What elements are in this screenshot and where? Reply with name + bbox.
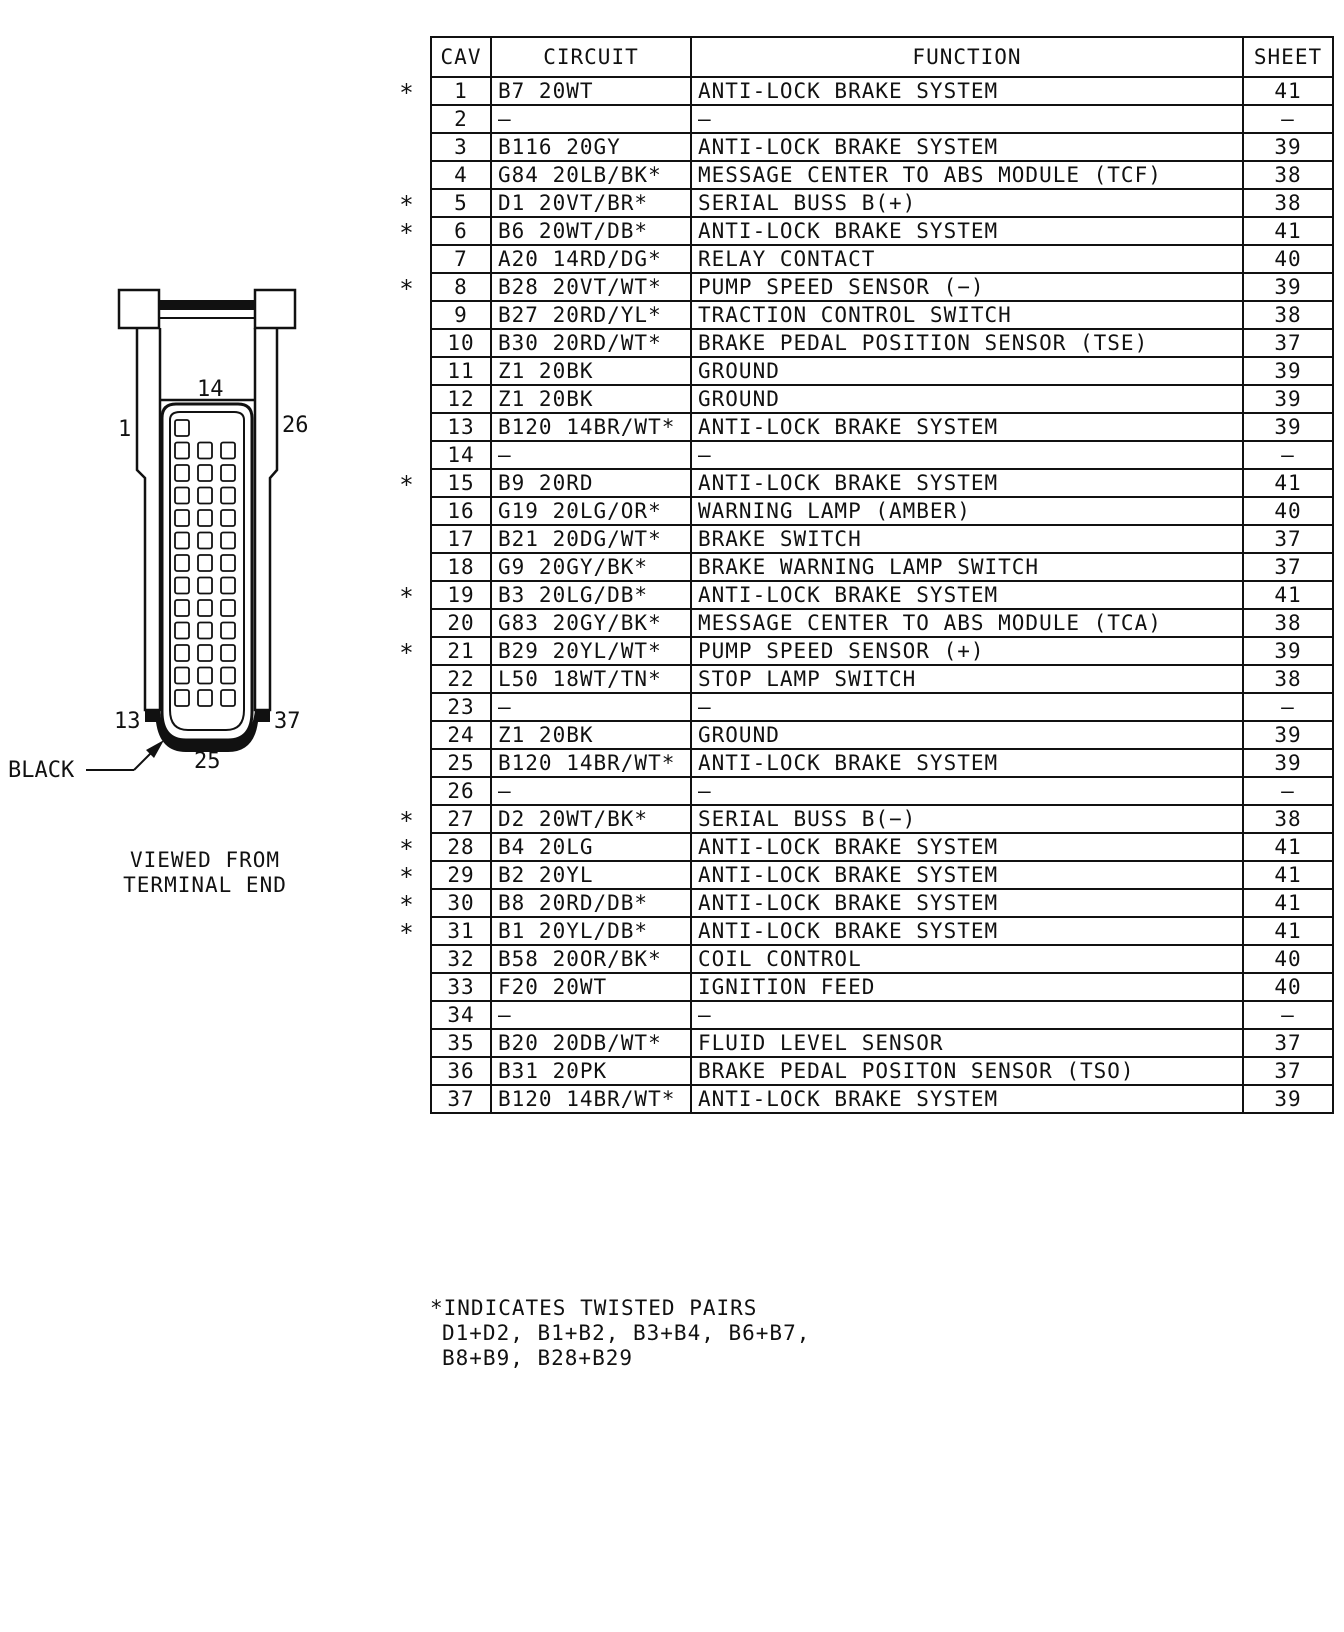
function-cell: —: [691, 1001, 1243, 1029]
function-cell: BRAKE PEDAL POSITON SENSOR (TSO): [691, 1057, 1243, 1085]
cav-cell: [431, 385, 491, 413]
table-row: [431, 973, 1333, 1001]
circuit-cell: B3 20LG/DB*: [491, 581, 691, 609]
cav-cell: [399, 889, 491, 919]
pin-cavity: [175, 510, 189, 526]
table-row: [431, 525, 1333, 553]
sheet-cell: 37: [1243, 525, 1333, 553]
pin-cavity: [221, 668, 235, 684]
pin-cavity: [221, 533, 235, 549]
cav-cell: [431, 1001, 491, 1029]
pin-cavity: [175, 420, 189, 436]
pin-cavity: [198, 555, 212, 571]
table-row: [431, 385, 1333, 413]
cav-number: 28: [447, 835, 475, 859]
note-line1: *INDICATES TWISTED PAIRS: [430, 1296, 758, 1320]
header-sheet: SHEET: [1243, 37, 1333, 77]
circuit-cell: L50 18WT/TN*: [491, 665, 691, 693]
cav-cell: [431, 777, 491, 805]
cav-number: 5: [454, 191, 468, 215]
header-function: FUNCTION: [691, 37, 1243, 77]
circuit-cell: D1 20VT/BR*: [491, 189, 691, 217]
table-body: [399, 77, 1333, 1113]
sheet-cell: 39: [1243, 721, 1333, 749]
table-row: [431, 1085, 1333, 1113]
cav-number: 35: [447, 1031, 475, 1055]
circuit-cell: G84 20LB/BK*: [491, 161, 691, 189]
cav-cell: [431, 1085, 491, 1113]
pin-cavity: [175, 555, 189, 571]
sheet-cell: 37: [1243, 1057, 1333, 1085]
pin-cavity: [198, 645, 212, 661]
sheet-cell: 41: [1243, 77, 1333, 105]
cav-cell: [431, 721, 491, 749]
function-cell: GROUND: [691, 385, 1243, 413]
sheet-cell: 39: [1243, 1085, 1333, 1113]
pin-cavity: [221, 555, 235, 571]
circuit-cell: Z1 20BK: [491, 385, 691, 413]
black-callout-label: BLACK: [8, 758, 75, 783]
function-cell: —: [691, 441, 1243, 469]
pin-cavity: [175, 623, 189, 639]
cav-number: 18: [447, 555, 475, 579]
circuit-cell: —: [491, 105, 691, 133]
pin-cavity: [175, 600, 189, 616]
cav-cell: [431, 133, 491, 161]
table-row: [431, 105, 1333, 133]
cav-number: 6: [454, 219, 468, 243]
sheet-cell: 38: [1243, 609, 1333, 637]
function-cell: ANTI-LOCK BRAKE SYSTEM: [691, 889, 1243, 917]
circuit-cell: —: [491, 441, 691, 469]
pin-label-1: 1: [118, 417, 132, 442]
cav-cell: [431, 553, 491, 581]
table-row: [431, 357, 1333, 385]
table-row: [431, 273, 1333, 301]
cav-cell: [431, 413, 491, 441]
circuit-cell: B116 20GY: [491, 133, 691, 161]
function-cell: SERIAL BUSS B(+): [691, 189, 1243, 217]
cav-cell: [431, 945, 491, 973]
table-header-row: [431, 37, 1333, 77]
table-row: [431, 861, 1333, 889]
cav-number: 11: [447, 359, 475, 383]
cav-cell: [431, 161, 491, 189]
sheet-cell: 39: [1243, 273, 1333, 301]
pin-cavity: [221, 465, 235, 481]
cav-cell: [399, 917, 491, 947]
pin-cavity: [198, 623, 212, 639]
cav-cell: [431, 1029, 491, 1057]
circuit-cell: B6 20WT/DB*: [491, 217, 691, 245]
circuit-cell: B8 20RD/DB*: [491, 889, 691, 917]
function-cell: BRAKE PEDAL POSITION SENSOR (TSE): [691, 329, 1243, 357]
cav-cell: [431, 329, 491, 357]
circuit-cell: Z1 20BK: [491, 721, 691, 749]
cav-cell: [431, 693, 491, 721]
function-cell: ANTI-LOCK BRAKE SYSTEM: [691, 917, 1243, 945]
cav-number: 23: [447, 695, 475, 719]
cav-number: 13: [447, 415, 475, 439]
pin-label-25: 25: [194, 749, 221, 774]
circuit-cell: B120 14BR/WT*: [491, 413, 691, 441]
circuit-cell: B9 20RD: [491, 469, 691, 497]
circuit-cell: F20 20WT: [491, 973, 691, 1001]
twisted-pair-star: *: [399, 219, 415, 247]
function-cell: ANTI-LOCK BRAKE SYSTEM: [691, 469, 1243, 497]
cav-number: 31: [447, 919, 475, 943]
cav-number: 17: [447, 527, 475, 551]
sheet-cell: 41: [1243, 917, 1333, 945]
twisted-pair-star: *: [399, 835, 415, 863]
circuit-cell: B29 20YL/WT*: [491, 637, 691, 665]
cav-cell: [431, 497, 491, 525]
circuit-cell: B27 20RD/YL*: [491, 301, 691, 329]
cav-cell: [399, 581, 491, 611]
function-cell: BRAKE SWITCH: [691, 525, 1243, 553]
cav-number: 33: [447, 975, 475, 999]
table-row: [431, 189, 1333, 217]
circuit-cell: B1 20YL/DB*: [491, 917, 691, 945]
circuit-cell: G9 20GY/BK*: [491, 553, 691, 581]
table-row: [431, 945, 1333, 973]
function-cell: ANTI-LOCK BRAKE SYSTEM: [691, 861, 1243, 889]
cav-number: 34: [447, 1003, 475, 1027]
cav-cell: [399, 469, 491, 499]
cav-number: 15: [447, 471, 475, 495]
sheet-cell: 41: [1243, 581, 1333, 609]
table-row: [431, 749, 1333, 777]
pin-cavity: [221, 443, 235, 459]
function-cell: RELAY CONTACT: [691, 245, 1243, 273]
pin-cavity: [175, 668, 189, 684]
sheet-cell: 39: [1243, 749, 1333, 777]
table-row: [431, 301, 1333, 329]
cav-number: 32: [447, 947, 475, 971]
header-cav: CAV: [431, 37, 491, 77]
sheet-cell: —: [1243, 777, 1333, 805]
view-caption-line1: VIEWED FROM: [129, 848, 281, 872]
circuit-cell: B4 20LG: [491, 833, 691, 861]
cav-cell: [431, 749, 491, 777]
circuit-cell: G83 20GY/BK*: [491, 609, 691, 637]
cav-cell: [399, 833, 491, 863]
pin-cavity: [175, 488, 189, 504]
function-cell: COIL CONTROL: [691, 945, 1243, 973]
pin-cavity: [198, 600, 212, 616]
function-cell: ANTI-LOCK BRAKE SYSTEM: [691, 133, 1243, 161]
cav-cell: [431, 105, 491, 133]
cav-number: 19: [447, 583, 475, 607]
circuit-cell: B58 20OR/BK*: [491, 945, 691, 973]
pin-cavity: [221, 600, 235, 616]
table-row: [431, 245, 1333, 273]
cav-number: 26: [447, 779, 475, 803]
view-caption: [100, 848, 310, 898]
function-cell: GROUND: [691, 357, 1243, 385]
note-line3: B8+B9, B28+B29: [442, 1346, 634, 1370]
table-row: [431, 133, 1333, 161]
cav-number: 16: [447, 499, 475, 523]
circuit-cell: B20 20DB/WT*: [491, 1029, 691, 1057]
table-row: [431, 609, 1333, 637]
table-row: [431, 917, 1333, 945]
function-cell: —: [691, 105, 1243, 133]
sheet-cell: 40: [1243, 497, 1333, 525]
twisted-pairs-note: [430, 1296, 810, 1371]
pin-cavity: [175, 443, 189, 459]
pin-cavity: [198, 488, 212, 504]
circuit-cell: —: [491, 693, 691, 721]
cav-cell: [431, 973, 491, 1001]
function-cell: IGNITION FEED: [691, 973, 1243, 1001]
sheet-cell: 39: [1243, 357, 1333, 385]
pin-label-37: 37: [274, 709, 301, 734]
cav-number: 1: [454, 79, 468, 103]
function-cell: ANTI-LOCK BRAKE SYSTEM: [691, 217, 1243, 245]
pin-cavity: [198, 668, 212, 684]
circuit-cell: B31 20PK: [491, 1057, 691, 1085]
twisted-pair-star: *: [399, 807, 415, 835]
function-cell: —: [691, 777, 1243, 805]
cav-number: 24: [447, 723, 475, 747]
table-row: [431, 553, 1333, 581]
sheet-cell: 39: [1243, 637, 1333, 665]
pin-cavity: [198, 465, 212, 481]
table-row: [431, 441, 1333, 469]
table-row: [431, 637, 1333, 665]
sheet-cell: —: [1243, 441, 1333, 469]
circuit-cell: B30 20RD/WT*: [491, 329, 691, 357]
twisted-pair-star: *: [399, 639, 415, 667]
sheet-cell: 38: [1243, 301, 1333, 329]
pin-label-26: 26: [282, 413, 309, 438]
sheet-cell: 38: [1243, 805, 1333, 833]
sheet-cell: 41: [1243, 833, 1333, 861]
sheet-cell: 40: [1243, 245, 1333, 273]
cav-number: 21: [447, 639, 475, 663]
function-cell: WARNING LAMP (AMBER): [691, 497, 1243, 525]
circuit-cell: B120 14BR/WT*: [491, 1085, 691, 1113]
table-row: [431, 1029, 1333, 1057]
cav-cell: [431, 301, 491, 329]
cav-cell: [399, 861, 491, 891]
function-cell: PUMP SPEED SENSOR (+): [691, 637, 1243, 665]
twisted-pair-star: *: [399, 891, 415, 919]
sheet-cell: —: [1243, 693, 1333, 721]
table-row: [431, 469, 1333, 497]
cav-cell: [431, 1057, 491, 1085]
table-row: [431, 1001, 1333, 1029]
sheet-cell: 41: [1243, 217, 1333, 245]
cav-number: 2: [454, 107, 468, 131]
function-cell: SERIAL BUSS B(−): [691, 805, 1243, 833]
function-cell: PUMP SPEED SENSOR (−): [691, 273, 1243, 301]
left-latch-tab: [119, 290, 159, 328]
twisted-pair-star: *: [399, 919, 415, 947]
cav-cell: [399, 189, 491, 219]
cav-number: 10: [447, 331, 475, 355]
cav-cell: [399, 77, 491, 107]
circuit-cell: B2 20YL: [491, 861, 691, 889]
cav-number: 12: [447, 387, 475, 411]
circuit-cell: B28 20VT/WT*: [491, 273, 691, 301]
pin-cavity: [198, 690, 212, 706]
table-row: [431, 329, 1333, 357]
table-row: [431, 217, 1333, 245]
cav-number: 3: [454, 135, 468, 159]
cav-number: 20: [447, 611, 475, 635]
function-cell: STOP LAMP SWITCH: [691, 665, 1243, 693]
cav-cell: [399, 273, 491, 303]
sheet-cell: 38: [1243, 189, 1333, 217]
cav-number: 30: [447, 891, 475, 915]
sheet-cell: 41: [1243, 469, 1333, 497]
function-cell: BRAKE WARNING LAMP SWITCH: [691, 553, 1243, 581]
circuit-cell: Z1 20BK: [491, 357, 691, 385]
function-cell: ANTI-LOCK BRAKE SYSTEM: [691, 413, 1243, 441]
sheet-cell: —: [1243, 1001, 1333, 1029]
twisted-pair-star: *: [399, 191, 415, 219]
sheet-cell: 41: [1243, 861, 1333, 889]
sheet-cell: 40: [1243, 945, 1333, 973]
pin-label-14: 14: [197, 377, 224, 402]
twisted-pair-star: *: [399, 863, 415, 891]
circuit-cell: A20 14RD/DG*: [491, 245, 691, 273]
twisted-pair-star: *: [399, 471, 415, 499]
function-cell: MESSAGE CENTER TO ABS MODULE (TCF): [691, 161, 1243, 189]
cav-cell: [431, 357, 491, 385]
pin-cavity: [221, 510, 235, 526]
pin-cavity: [221, 623, 235, 639]
latch-bar: [159, 300, 255, 310]
pinout-table: [399, 36, 1334, 1114]
circuit-cell: G19 20LG/OR*: [491, 497, 691, 525]
cav-number: 9: [454, 303, 468, 327]
sheet-cell: 39: [1243, 385, 1333, 413]
pin-cavity: [198, 443, 212, 459]
cav-number: 27: [447, 807, 475, 831]
table-row: [431, 777, 1333, 805]
function-cell: ANTI-LOCK BRAKE SYSTEM: [691, 581, 1243, 609]
circuit-cell: —: [491, 1001, 691, 1029]
function-cell: GROUND: [691, 721, 1243, 749]
function-cell: —: [691, 693, 1243, 721]
cav-cell: [431, 441, 491, 469]
function-cell: FLUID LEVEL SENSOR: [691, 1029, 1243, 1057]
function-cell: ANTI-LOCK BRAKE SYSTEM: [691, 833, 1243, 861]
cav-number: 25: [447, 751, 475, 775]
pin-cavity: [198, 578, 212, 594]
table-row: [431, 161, 1333, 189]
cav-cell: [431, 245, 491, 273]
cav-cell: [399, 217, 491, 247]
header-circuit: CIRCUIT: [491, 37, 691, 77]
circuit-cell: B21 20DG/WT*: [491, 525, 691, 553]
right-latch-tab: [255, 290, 295, 328]
cav-cell: [431, 665, 491, 693]
function-cell: ANTI-LOCK BRAKE SYSTEM: [691, 77, 1243, 105]
sheet-cell: —: [1243, 105, 1333, 133]
table-row: [431, 665, 1333, 693]
pin-cavity: [221, 690, 235, 706]
table-row: [431, 805, 1333, 833]
table-row: [431, 413, 1333, 441]
pin-cavity: [221, 488, 235, 504]
cav-cell: [399, 805, 491, 835]
cav-number: 29: [447, 863, 475, 887]
table-row: [431, 889, 1333, 917]
table-row: [431, 1057, 1333, 1085]
cav-cell: [431, 609, 491, 637]
sheet-cell: 39: [1243, 413, 1333, 441]
table-row: [431, 77, 1333, 105]
pin-cavity: [221, 578, 235, 594]
pin-cavity: [175, 578, 189, 594]
table-row: [431, 693, 1333, 721]
circuit-cell: B120 14BR/WT*: [491, 749, 691, 777]
function-cell: MESSAGE CENTER TO ABS MODULE (TCA): [691, 609, 1243, 637]
cav-number: 14: [447, 443, 475, 467]
cav-number: 8: [454, 275, 468, 299]
sheet-cell: 41: [1243, 889, 1333, 917]
function-cell: TRACTION CONTROL SWITCH: [691, 301, 1243, 329]
sheet-cell: 40: [1243, 973, 1333, 1001]
function-cell: ANTI-LOCK BRAKE SYSTEM: [691, 1085, 1243, 1113]
sheet-cell: 38: [1243, 161, 1333, 189]
sheet-cell: 37: [1243, 553, 1333, 581]
pin-cavity: [175, 465, 189, 481]
cav-number: 36: [447, 1059, 475, 1083]
twisted-pair-star: *: [399, 583, 415, 611]
pin-cavity: [175, 533, 189, 549]
table-row: [431, 581, 1333, 609]
pin-label-13: 13: [114, 709, 141, 734]
table-row: [431, 721, 1333, 749]
connector-diagram: [0, 0, 400, 950]
circuit-cell: D2 20WT/BK*: [491, 805, 691, 833]
sheet-cell: 38: [1243, 665, 1333, 693]
sheet-cell: 37: [1243, 329, 1333, 357]
function-cell: ANTI-LOCK BRAKE SYSTEM: [691, 749, 1243, 777]
cav-cell: [399, 637, 491, 667]
circuit-cell: B7 20WT: [491, 77, 691, 105]
table-row: [431, 833, 1333, 861]
pin-cavity: [198, 510, 212, 526]
pin-cavity: [175, 690, 189, 706]
cav-number: 22: [447, 667, 475, 691]
table-row: [431, 497, 1333, 525]
view-caption-line2: TERMINAL END: [123, 873, 287, 897]
cav-cell: [431, 525, 491, 553]
sheet-cell: 39: [1243, 133, 1333, 161]
note-line2: D1+D2, B1+B2, B3+B4, B6+B7,: [442, 1321, 811, 1345]
circuit-cell: —: [491, 777, 691, 805]
pin-cavity: [221, 645, 235, 661]
cav-number: 7: [454, 247, 468, 271]
twisted-pair-star: *: [399, 79, 415, 107]
sheet-cell: 37: [1243, 1029, 1333, 1057]
cav-number: 37: [447, 1087, 475, 1111]
pin-cavity: [175, 645, 189, 661]
twisted-pair-star: *: [399, 275, 415, 303]
cav-number: 4: [454, 163, 468, 187]
pin-cavity: [198, 533, 212, 549]
